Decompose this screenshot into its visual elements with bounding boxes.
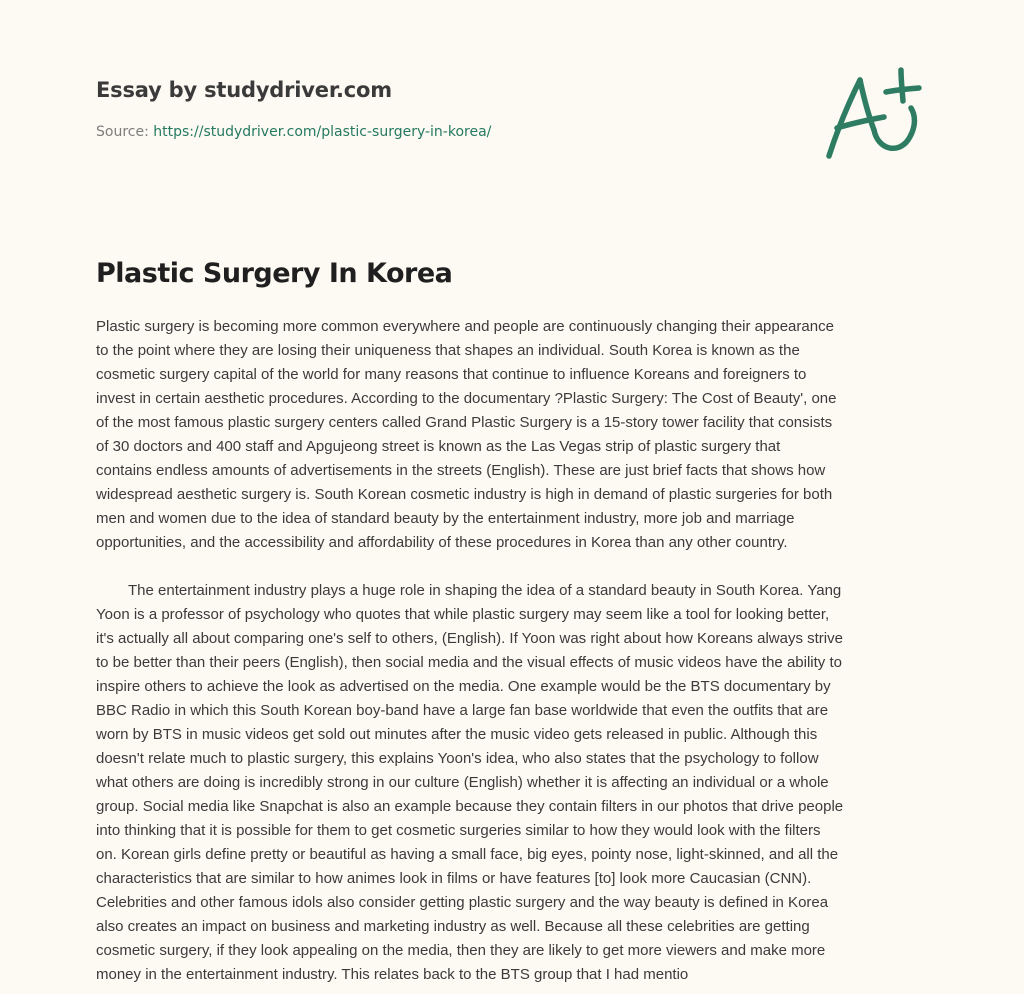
essay-paragraph-1 (96, 315, 936, 555)
essay-title: Plastic Surgery In Korea (96, 258, 453, 289)
source-line (96, 122, 491, 142)
text-line: inspire others to achieve the look as advertised on the media. One example would be the BTS documentary by (96, 678, 831, 695)
essay-header (96, 76, 491, 142)
text-line: Celebrities and other famous idols also consider getting plastic surgery and the way beauty is defined in Korea (96, 894, 829, 911)
a-plus-grade-icon (818, 66, 928, 166)
text-line: doesn't relate much to plastic surgery, this explains Yoon's idea, who also states that the psychology to follow (96, 750, 819, 767)
text-line: BBC Radio in which this South Korean boy-band have a large fan base worldwide that even the outfits that are (96, 702, 829, 719)
text-line: it's actually all about comparing one's self to others, (English). If Yoon was right about how Koreans always strive (96, 630, 843, 647)
text-line: what others are doing is incredibly strong in our culture (English) whether it is affecting an individual or a whole (96, 774, 829, 791)
essay-body (96, 315, 936, 987)
text-line: characteristics that are similar to how animes look in films or have features [to] look more Caucasian (CNN). (96, 870, 812, 887)
text-line: cosmetic surgery, if they look appealing on the media, then they are likely to get more viewers and make more (96, 942, 826, 959)
text-line: group. Social media like Snapchat is also an example because they contain filters in our photos that drive people (96, 798, 844, 815)
site-title: Essay by studydriver.com (96, 78, 392, 102)
text-line: money in the entertainment industry. This relates back to the BTS group that I had mentio (96, 966, 689, 983)
text-line: cosmetic surgery capital of the world for many reasons that continue to influence Koreans and foreigners to (96, 366, 807, 383)
text-line: into thinking that it is possible for them to get cosmetic surgeries similar to how they would look with the filters (96, 822, 821, 839)
text-line: worn by BTS in music videos get sold out minutes after the music video gets released in public. Although this (96, 726, 818, 743)
text-line: of 30 doctors and 400 staff and Apgujeong street is known as the Las Vegas strip of plastic surgery that (96, 438, 781, 455)
text-line: to the point where they are losing their uniqueness that shapes an individual. South Korea is known as the (96, 342, 800, 359)
source-label: Source: (96, 124, 149, 140)
text-line: Plastic surgery is becoming more common everywhere and people are continuously changing their appearance (96, 318, 834, 335)
text-line: widespread aesthetic surgery is. South Korean cosmetic industry is high in demand of plastic surgeries for both (96, 486, 833, 503)
text-line: opportunities, and the accessibility and affordability of these procedures in Korea than any other country. (96, 534, 788, 551)
essay-paragraph-2 (96, 579, 936, 987)
text-line: on. Korean girls define pretty or beautiful as having a small face, big eyes, pointy nose, light-skinned, and all the (96, 846, 839, 863)
source-link[interactable]: https://studydriver.com/plastic-surgery-in-korea/ (153, 124, 492, 140)
text-line: also creates an impact on business and marketing industry as well. Because all these celebrities are getting (96, 918, 810, 935)
text-line: men and women due to the idea of standard beauty by the entertainment industry, more job and marriage (96, 510, 795, 527)
text-line: contains endless amounts of advertisements in the streets (English). These are just brief facts that shows how (96, 462, 826, 479)
text-line: invest in certain aesthetic procedures. According to the documentary ?Plastic Surgery: The Cost of Beauty', one (96, 390, 837, 407)
text-line: Yoon is a professor of psychology who quotes that while plastic surgery may seem like a tool for looking better, (96, 606, 830, 623)
text-line: The entertainment industry plays a huge role in shaping the idea of a standard beauty in South Korea. Yang (128, 582, 842, 599)
text-line: to be better than their peers (English), then social media and the visual effects of music videos have the ability to (96, 654, 842, 671)
text-line: of the most famous plastic surgery centers called Grand Plastic Surgery is a 15-story tower facility that consists (96, 414, 833, 431)
